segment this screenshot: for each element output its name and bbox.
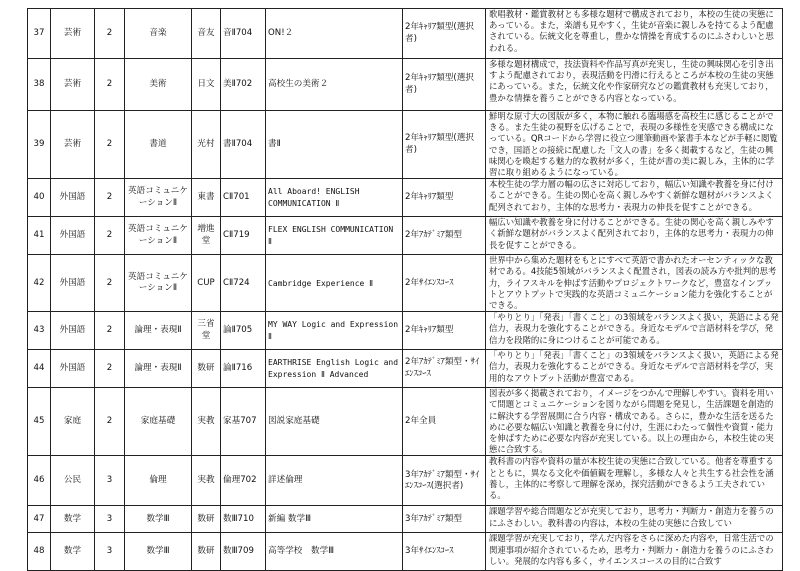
code-cell: 書Ⅱ704 (221, 111, 266, 179)
title-cell: 高等学校 数学Ⅲ (266, 533, 403, 571)
code-cell: 美Ⅱ702 (221, 59, 266, 111)
course-cell: 美術 (125, 59, 192, 111)
publisher-cell: 三省堂 (192, 312, 221, 350)
grade-cell: 2 (95, 312, 125, 350)
reason-cell: 「やりとり」「発表」「書くこと」の3領域をバランスよく扱い，英語による発信力，表現力を強化することができる。身近なモデルで言語材料を学び，発信力を段階的に身につけることが可能である。 (486, 312, 783, 350)
title-cell: 書Ⅱ (266, 111, 403, 179)
subject-cell: 数学 (51, 533, 95, 571)
publisher-cell: 日文 (192, 59, 221, 111)
code-cell: 数Ⅲ710 (221, 506, 266, 533)
reason-cell: 図表が多く掲載されており，イメージをつかんで理解しやすい。資料を用いて問題とコミュニケーションを図りながら問題を発見し，生活課題を創造的に解決する学習展開に合う内容・構成である。さらに，豊かな生活を送るために必要な幅広い知識と教養を身に付け，生涯にわたって個性や資質・能力を伸ばすために必要な内容が充実している。以上の理由から，本校生徒の実態に合致する。 (486, 388, 783, 456)
code-cell: 論Ⅱ716 (221, 350, 266, 388)
grade-cell: 2 (95, 9, 125, 59)
target-cell: 2年ｷｬﾘｱ類型(選択者) (403, 59, 486, 111)
course-cell: 英語コミュニケーションⅡ (125, 255, 192, 312)
title-cell: 新編 数学Ⅲ (266, 506, 403, 533)
publisher-cell: 増進堂 (192, 217, 221, 255)
title-cell: MY WAY Logic and Expression Ⅱ (266, 312, 403, 350)
subject-cell: 外国語 (51, 312, 95, 350)
subject-cell: 芸術 (51, 59, 95, 111)
publisher-cell: 数研 (192, 533, 221, 571)
row-number: 48 (28, 533, 51, 571)
title-cell: 高校生の美術２ (266, 59, 403, 111)
subject-cell: 外国語 (51, 179, 95, 217)
code-cell: 数Ⅲ709 (221, 533, 266, 571)
row-number: 47 (28, 506, 51, 533)
grade-cell: 2 (95, 388, 125, 456)
code-cell: CⅡ719 (221, 217, 266, 255)
title-cell: 図説家庭基礎 (266, 388, 403, 456)
row-number: 39 (28, 111, 51, 179)
publisher-cell: 音友 (192, 9, 221, 59)
course-cell: 数学Ⅲ (125, 533, 192, 571)
target-cell: 2年ｷｬﾘｱ類型 (403, 179, 486, 217)
publisher-cell: 光村 (192, 111, 221, 179)
table-row (28, 9, 783, 59)
target-cell: 2年ｷｬﾘｱ類型 (403, 312, 486, 350)
row-number: 43 (28, 312, 51, 350)
course-cell: 倫理 (125, 456, 192, 506)
title-cell: EARTHRISE English Logic and Expression Ⅱ Advanced (266, 350, 403, 388)
target-cell: 2年ｷｬﾘｱ類型(選択者) (403, 111, 486, 179)
title-cell: 詳述倫理 (266, 456, 403, 506)
subject-cell: 数学 (51, 506, 95, 533)
course-cell: 論理・表現Ⅱ (125, 312, 192, 350)
reason-cell: 教科書の内容や資料の量が本校生徒の実態に合致している。他者を尊重するとともに，異なる文化や価値観を理解し，多様な人々と共生する社会性を涵養し，主体的に考察して理解を深め，探究活動ができるよう工夫されている。 (486, 456, 783, 506)
grade-cell: 2 (95, 111, 125, 179)
target-cell: 2年ｷｬﾘｱ類型(選択者) (403, 9, 486, 59)
table-row (28, 456, 783, 506)
publisher-cell: 数研 (192, 506, 221, 533)
reason-cell: 多様な題材構成で，技法資料や作品写真が充実し，生徒の興味関心を引き出すよう配慮されており，表現活動を円滑に行えるところが本校の生徒の実態にあっている。また，伝統文化や作家研究などの鑑賞教材も充実しており，豊かな情操を養うことができる内容となっている。 (486, 59, 783, 111)
table-row (28, 217, 783, 255)
publisher-cell: 東書 (192, 179, 221, 217)
row-number: 37 (28, 9, 51, 59)
reason-cell: 「やりとり」「発表」「書くこと」の3領域をバランスよく扱い，英語による発信力，表現力を強化することができる。身近なモデルで言語材料を学び，実用的なアウトプット活動が豊富である。 (486, 350, 783, 388)
table-row (28, 179, 783, 217)
table-row (28, 350, 783, 388)
code-cell: 倫理702 (221, 456, 266, 506)
subject-cell: 外国語 (51, 350, 95, 388)
table-row (28, 59, 783, 111)
table-row (28, 111, 783, 179)
reason-cell: 課題学習が充実しており，学んだ内容をさらに深めた内容や，日常生活での関連事項が紹介されているため，思考力・判断力・創造力を養うのにふさわしい。発展的な内容も多く，サイエンスコースの目的に合致す (486, 533, 783, 571)
title-cell: FLEX ENGLISH COMMUNICATION Ⅱ (266, 217, 403, 255)
subject-cell: 外国語 (51, 217, 95, 255)
reason-cell: 本校生徒の学力層の幅の広さに対応しており，幅広い知識や教養を身に付けることができる。生徒の関心を高く親しみやすく新鮮な題材がバランスよく配列されており，主体的な思考力・表現力の伸長を促すことができる。 (486, 179, 783, 217)
row-number: 42 (28, 255, 51, 312)
course-cell: 家庭基礎 (125, 388, 192, 456)
grade-cell: 2 (95, 255, 125, 312)
target-cell: 3年ｱｶﾃﾞﾐｱ類型・ｻｲｴﾝｽｺｰｽ(選択者) (403, 456, 486, 506)
target-cell: 2年全員 (403, 388, 486, 456)
code-cell: CⅡ724 (221, 255, 266, 312)
grade-cell: 2 (95, 179, 125, 217)
course-cell: 書道 (125, 111, 192, 179)
subject-cell: 公民 (51, 456, 95, 506)
target-cell: 2年ｱｶﾃﾞﾐｱ類型・ｻｲｴﾝｽｺｰｽ (403, 350, 486, 388)
grade-cell: 3 (95, 506, 125, 533)
course-cell: 音楽 (125, 9, 192, 59)
row-number: 46 (28, 456, 51, 506)
table-row (28, 255, 783, 312)
subject-cell: 家庭 (51, 388, 95, 456)
grade-cell: 3 (95, 533, 125, 571)
course-cell: 英語コミュニケーションⅡ (125, 217, 192, 255)
row-number: 41 (28, 217, 51, 255)
subject-cell: 外国語 (51, 255, 95, 312)
row-number: 45 (28, 388, 51, 456)
code-cell: 論Ⅱ705 (221, 312, 266, 350)
reason-cell: 鮮明な原寸大の図版が多く，本物に触れる臨場感を高校生に感じることができる。また生徒の視野を広げることで，表現の多様性を実感できる構成になっている。QRコードから学習に役立つ運筆動画や篆書手本などが手軽に閲覧でき，国語との接続に配慮した「文人の書」を多く掲載するなど，生徒の興味関心を喚起する魅力的な教材が多く，生徒が書の美に親しみ，主体的に学習に取り組めるようになっている。 (486, 111, 783, 179)
target-cell: 3年ｱｶﾃﾞﾐｱ類型 (403, 506, 486, 533)
reason-cell: 課題学習や総合問題などが充実しており，思考力・判断力・創造力を養うのにふさわしい。教科書の内容は，本校の生徒の実態に合致してい (486, 506, 783, 533)
row-number: 44 (28, 350, 51, 388)
target-cell: 3年ｻｲｴﾝｽｺｰｽ (403, 533, 486, 571)
publisher-cell: 実教 (192, 456, 221, 506)
grade-cell: 2 (95, 217, 125, 255)
code-cell: 音Ⅱ704 (221, 9, 266, 59)
target-cell: 2年ｱｶﾃﾞﾐｱ類型 (403, 217, 486, 255)
course-cell: 論理・表現Ⅱ (125, 350, 192, 388)
row-number: 40 (28, 179, 51, 217)
reason-cell: 幅広い知識や教養を身に付けることができる。生徒の関心を高く親しみやすく新鮮な題材がバランスよく配列されており，主体的な思考力・表現力の伸長を促すことができる。 (486, 217, 783, 255)
course-cell: 数学Ⅲ (125, 506, 192, 533)
table-row (28, 506, 783, 533)
title-cell: All Aboard! ENGLISH COMMUNICATION Ⅱ (266, 179, 403, 217)
row-number: 38 (28, 59, 51, 111)
grade-cell: 2 (95, 59, 125, 111)
publisher-cell: CUP (192, 255, 221, 312)
subject-cell: 芸術 (51, 9, 95, 59)
reason-cell: 歌唱教材・鑑賞教材とも多様な題材で構成されており，本校の生徒の実態にあっている。また，楽譜も見やすく，生徒が音楽に親しみを持てるよう配慮されている。伝統文化を尊重し，豊かな情操を育成するのにふさわしいと思われる。 (486, 9, 783, 59)
target-cell: 2年ｻｲｴﾝｽｺｰｽ (403, 255, 486, 312)
code-cell: CⅡ701 (221, 179, 266, 217)
table-row (28, 388, 783, 456)
code-cell: 家基707 (221, 388, 266, 456)
course-cell: 英語コミュニケーションⅡ (125, 179, 192, 217)
grade-cell: 3 (95, 456, 125, 506)
textbook-selection-table (27, 8, 783, 571)
reason-cell: 世界中から集めた題材をもとにすべて英語で書かれたオーセンティックな教材である。4技能5領域がバランスよく配置され，図表の読み方や批判的思考力，ライフスキルを伸ばす活動やプロジェクトワークなど，豊富なインプットとアウトプットで実践的な英語コミュニケーション能力を強化することができる。 (486, 255, 783, 312)
subject-cell: 芸術 (51, 111, 95, 179)
grade-cell: 2 (95, 350, 125, 388)
table-row (28, 533, 783, 571)
title-cell: Cambridge Experience Ⅱ (266, 255, 403, 312)
publisher-cell: 実教 (192, 388, 221, 456)
publisher-cell: 数研 (192, 350, 221, 388)
title-cell: ON!２ (266, 9, 403, 59)
table-row (28, 312, 783, 350)
